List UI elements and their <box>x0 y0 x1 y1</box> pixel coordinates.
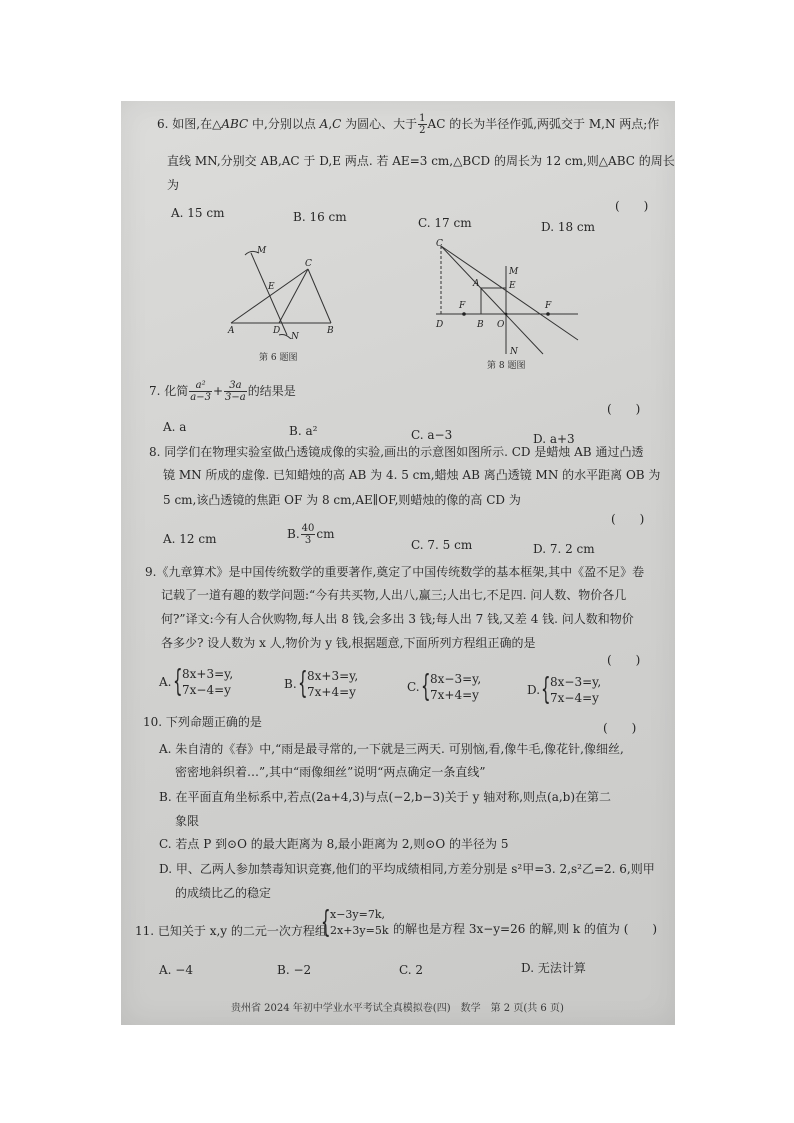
q6-line2: 直线 MN,分别交 AB,AC 于 D,E 两点. 若 AE=3 cm,△BCD 的周长为 12 cm,则△ABC 的周长 <box>167 154 675 168</box>
q11-option-b: B. −2 <box>277 963 312 977</box>
fig6-label-b: B <box>327 326 334 336</box>
q9-line3: 何?”译文:今有人合伙购物,每人出 8 钱,会多出 3 钱;每人出 7 钱,又差 4 钱. 问人数和物价 <box>161 612 634 626</box>
q7-fraction-1: $\frac{\text{a²}}{a-3}$ <box>190 380 211 403</box>
fig6-label-d: D <box>273 326 281 336</box>
q8-answer-paren: ( ) <box>611 512 645 526</box>
q11-stem-suffix: 的解也是方程 3x−y=26 的解,则 k 的值为 ( ) <box>393 922 658 936</box>
q11-option-a: A. −4 <box>159 963 193 977</box>
exam-page: 6. 如图,在△ABC 中,分别以点 A,C 为圆心、大于 $\frac{1}{2}$ AC 的长为半径作弧,两弧交于 M,N 两点;作 直线 MN,分别交 AB,AC 于 D,E 两点. 若 AE=3 cm,△BCD 的周长为 12 cm,则△ABC 的周长 为 ( ) A. 15 cm B. 16 cm C. 17 cm D. 18 cm M C E A D B N 第 6 题图 C M A E F F D B O N 第 8 题图 7. 化简 $\frac{\text{a²}}{a-3}$ + $\frac{3a}{3-a}$ 的结果是 ( ) A. a B. a² C. a−3 D. a+3 8. 同学们在物理实验室做凸透镜成像的实验,画出的示意图如图所示. CD 是蜡烛 AB 通过凸透 镜 MN 所成的虚像. 已知蜡烛的高 AB 为 4. 5 cm,蜡烛 AB 离凸透镜 MN 的水平距离 OB 为 5 cm,该凸透镜的焦距 OF 为 8 cm,AE∥OF,则蜡烛的像的高 CD 为 ( ) A. 12 cm B. $\frac{40}{3}$ cm C. 7. 5 cm D. 7. 2 cm 9.《九章算术》是中国传统数学的重要著作,奠定了中国传统数学的基本框架,其中《盈不足》卷 记载了一道有趣的数学问题:“今有共买物,人出八,赢三;人出七,不足四. 问人数、物价各几 何?”译文:今有人合伙购物,每人出 8 钱,会多出 3 钱;每人出 7 钱,又差 4 钱. 问人数和物价 各多少? 设人数为 x 人,物价为 y 钱,根据题意,下面所列方程组正确的是 ( ) A. { 8x+3=y, 7x−4=y B. { 8x+3=y, 7x+4=y C. { 8x−3=y, 7x+4=y D. { 8x−3=y, 7x−4=y 10. 下列命题正确的是 ( ) A. 朱自清的《春》中,“雨是最寻常的,一下就是三两天. 可别恼,看,像牛毛,像花针,像细丝, 密密地斜织着…”,其中“雨像细丝”说明“两点确定一条直线” B. 在平面直角坐标系中,若点(2a+4,3)与点(−2,b−3)关于 y 轴对称,则点(a,b)在第二 象限 C. 若点 P 到⊙O 的最大距离为 8,最小距离为 2,则⊙O 的半径为 5 D. 甲、乙两人参加禁毒知识竞赛,他们的平均成绩相同,方差分别是 s²甲=3. 2,s²乙=2. 6,则甲 的成绩比乙的稳定 11. 已知关于 x,y 的二元一次方程组 { x−3y=7k, 2x+3y=5k 的解也是方程 3x−y=26 的解,则 k 的值为 ( ) A. −4 B. −2 C. 2 D. 无法计算 贵州省 2024 年初中学业水平考试全真模拟卷(四) 数学 第 2 页(共 6 页) <box>121 101 675 1025</box>
q8-option-b: B. $\frac{40}{3}$ cm <box>287 523 335 546</box>
page-footer: 贵州省 2024 年初中学业水平考试全真模拟卷(四) 数学 第 2 页(共 6 页) <box>231 1003 564 1014</box>
q10-stem: 10. 下列命题正确的是 <box>143 715 262 729</box>
q8-option-c: C. 7. 5 cm <box>411 538 473 552</box>
q10-option-c: C. 若点 P 到⊙O 的最大距离为 8,最小距离为 2,则⊙O 的半径为 5 <box>159 837 509 851</box>
fig8-label-e: E <box>509 281 516 291</box>
q6-option-a: A. 15 cm <box>171 206 225 220</box>
q8-line2: 镜 MN 所成的虚像. 已知蜡烛的高 AB 为 4. 5 cm,蜡烛 AB 离凸透镜 MN 的水平距离 OB 为 <box>163 468 661 482</box>
q9-line4: 各多少? 设人数为 x 人,物价为 y 钱,根据题意,下面所列方程组正确的是 <box>161 636 536 650</box>
q10-answer-paren: ( ) <box>603 721 637 735</box>
figure-8 <box>426 236 586 361</box>
q10-option-b-line1: B. 在平面直角坐标系中,若点(2a+4,3)与点(−2,b−3)关于 y 轴对称,则点(a,b)在第二 <box>159 790 612 804</box>
q11-stem-prefix: 11. 已知关于 x,y 的二元一次方程组 <box>135 924 327 938</box>
fig6-caption: 第 6 题图 <box>259 353 298 363</box>
q7-option-a: A. a <box>163 420 187 434</box>
q6-option-c: C. 17 cm <box>418 216 472 230</box>
fig8-label-d: D <box>436 320 444 330</box>
q7-option-d: D. a+3 <box>533 432 575 446</box>
q11-option-d: D. 无法计算 <box>521 961 586 975</box>
q7-fraction-2: $\frac{3a}{3-a}$ <box>225 380 246 403</box>
q6-fraction: $\frac{1}{2}$ <box>419 113 426 136</box>
fig6-label-a: A <box>228 326 235 336</box>
fig8-label-f-right: F <box>545 301 552 311</box>
figure-6 <box>221 239 351 339</box>
q6-line1: 6. 如图,在△ABC 中,分别以点 A,C 为圆心、大于 $\frac{1}{2}$ AC 的长为半径作弧,两弧交于 M,N 两点;作 <box>157 113 660 136</box>
q10-option-d-line2: 的成绩比乙的稳定 <box>175 886 272 900</box>
q10-option-d-line1: D. 甲、乙两人参加禁毒知识竞赛,他们的平均成绩相同,方差分别是 s²甲=3. 2,s²乙=2. 6,则甲 <box>159 862 655 876</box>
q7-answer-paren: ( ) <box>607 402 641 416</box>
q9-line1: 9.《九章算术》是中国传统数学的重要著作,奠定了中国传统数学的基本框架,其中《盈不足》卷 <box>145 565 645 579</box>
q9-answer-paren: ( ) <box>607 653 641 667</box>
q10-option-a-line2: 密密地斜织着…”,其中“雨像细丝”说明“两点确定一条直线” <box>175 765 486 779</box>
q6-option-b: B. 16 cm <box>293 210 347 224</box>
q8-option-b-fraction: $\frac{40}{3}$ <box>301 523 315 546</box>
q8-line3: 5 cm,该凸透镜的焦距 OF 为 8 cm,AE∥OF,则蜡烛的像的高 CD 为 <box>163 493 521 507</box>
q6-line3: 为 <box>167 178 180 192</box>
fig8-label-f-left: F <box>459 301 466 311</box>
fig8-label-o: O <box>497 320 505 330</box>
fig6-label-e: E <box>268 282 275 292</box>
q7-option-b: B. a² <box>289 424 318 438</box>
q8-line1: 8. 同学们在物理实验室做凸透镜成像的实验,画出的示意图如图所示. CD 是蜡烛 AB 通过凸透 <box>149 445 644 459</box>
q10-option-a-line1: A. 朱自清的《春》中,“雨是最寻常的,一下就是三两天. 可别恼,看,像牛毛,像花针,像细丝, <box>159 742 624 756</box>
q7-option-c: C. a−3 <box>411 428 453 442</box>
q7-stem: 7. 化简 $\frac{\text{a²}}{a-3}$ + $\frac{3a}{3-a}$ 的结果是 <box>149 380 296 403</box>
fig8-label-m: M <box>509 267 519 277</box>
q8-option-a: A. 12 cm <box>163 532 217 546</box>
q6-answer-paren: ( ) <box>615 199 649 213</box>
q8-option-d: D. 7. 2 cm <box>533 542 595 556</box>
fig8-label-c: C <box>436 239 443 249</box>
fig6-label-c: C <box>305 259 312 269</box>
fig8-label-b: B <box>477 320 484 330</box>
fig6-label-n: N <box>291 332 299 339</box>
q11-option-c: C. 2 <box>399 963 424 977</box>
q9-line2: 记载了一道有趣的数学问题:“今有共买物,人出八,赢三;人出七,不足四. 问人数、物价各几 <box>161 588 627 602</box>
fig8-label-a: A <box>473 279 480 289</box>
q6-option-d: D. 18 cm <box>541 220 596 234</box>
fig6-label-m: M <box>257 246 267 256</box>
fig8-caption: 第 8 题图 <box>487 361 526 371</box>
q10-option-b-line2: 象限 <box>175 814 200 828</box>
fig8-label-n: N <box>510 347 518 357</box>
